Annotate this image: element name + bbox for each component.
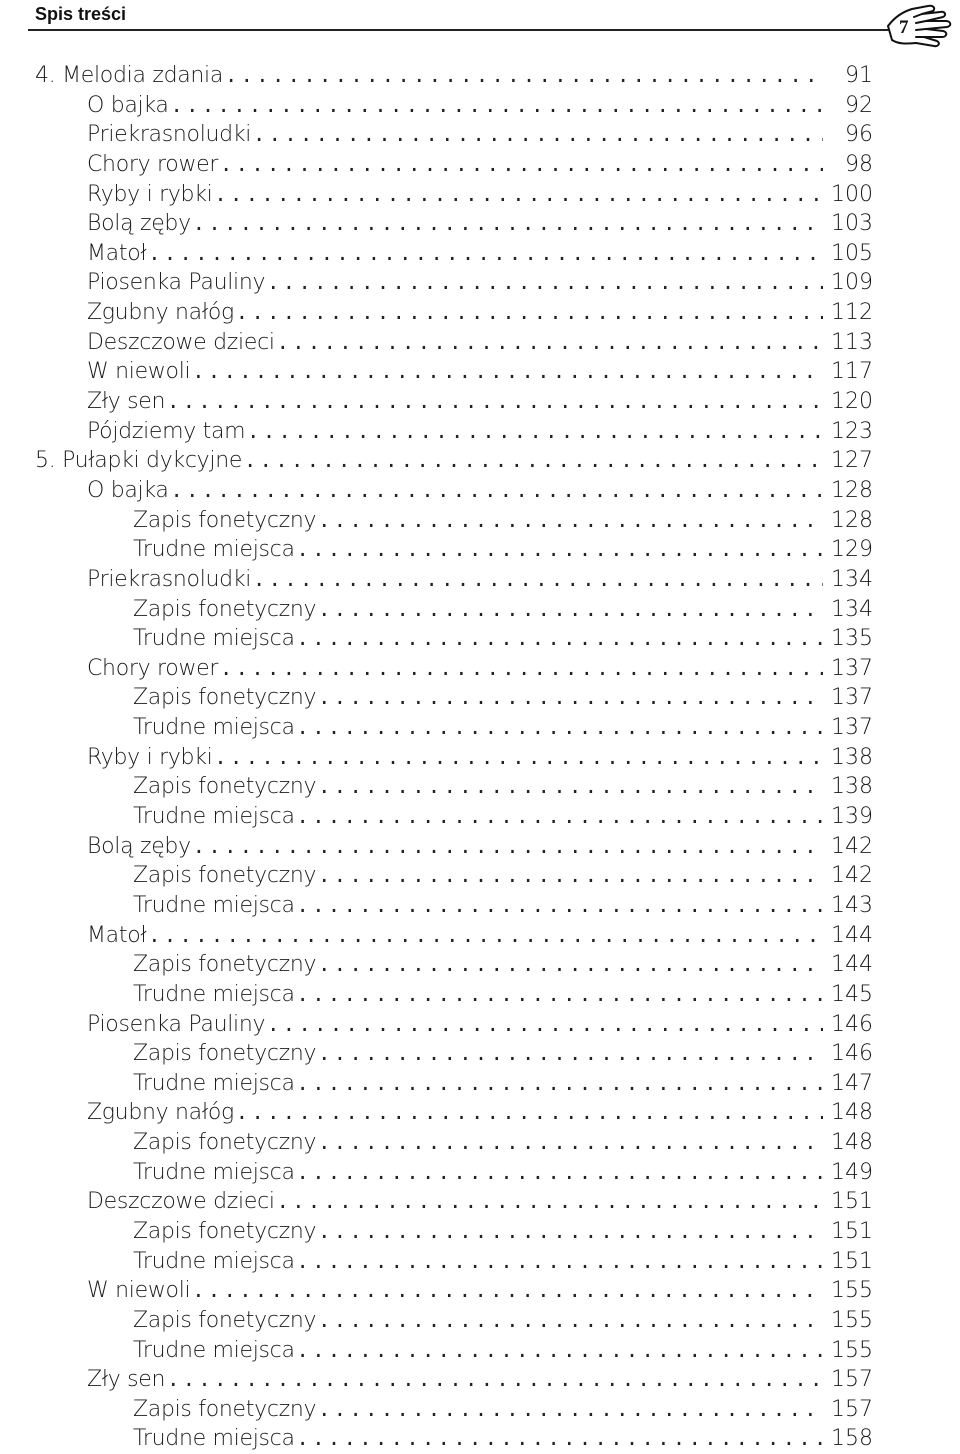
entry-title: Trudne miejsca bbox=[133, 981, 295, 1007]
entry-page-number: 138 bbox=[831, 744, 873, 770]
entry-title: Zapis fonetyczny bbox=[133, 1041, 317, 1067]
dot-leader bbox=[297, 535, 823, 565]
dot-leader bbox=[318, 861, 823, 891]
dot-leader bbox=[297, 1424, 823, 1454]
section-entry[interactable] bbox=[0, 1365, 960, 1395]
section-entry[interactable] bbox=[0, 150, 960, 180]
entry-title: Zgubny nałóg bbox=[87, 1100, 234, 1126]
dot-leader bbox=[171, 91, 823, 121]
section-entry[interactable] bbox=[0, 1098, 960, 1128]
entry-title: Chory rower bbox=[87, 655, 219, 681]
entry-page-number: 149 bbox=[831, 1159, 873, 1185]
entry-title: Trudne miejsca bbox=[133, 1337, 295, 1363]
subsection-entry[interactable] bbox=[0, 595, 960, 625]
entry-title: Chory rower bbox=[87, 151, 219, 177]
section-entry[interactable] bbox=[0, 209, 960, 239]
section-entry[interactable] bbox=[0, 565, 960, 595]
dot-leader bbox=[297, 1158, 823, 1188]
entry-page-number: 143 bbox=[831, 892, 873, 918]
entry-title: Priekrasnoludki bbox=[87, 566, 252, 592]
entry-page-number: 92 bbox=[845, 92, 873, 118]
entry-title: Zapis fonetyczny bbox=[133, 774, 317, 800]
dot-leader bbox=[318, 1128, 823, 1158]
entry-title: Deszczowe dzieci bbox=[87, 1189, 275, 1215]
entry-title: Zapis fonetyczny bbox=[133, 1130, 317, 1156]
subsection-entry[interactable] bbox=[0, 1247, 960, 1277]
subsection-entry[interactable] bbox=[0, 861, 960, 891]
entry-page-number: 134 bbox=[831, 596, 873, 622]
entry-title: Priekrasnoludki bbox=[87, 122, 252, 148]
dot-leader bbox=[214, 743, 823, 773]
section-entry[interactable] bbox=[0, 654, 960, 684]
entry-title: Trudne miejsca bbox=[133, 537, 295, 563]
entry-page-number: 142 bbox=[831, 863, 873, 889]
entry-page-number: 146 bbox=[831, 1041, 873, 1067]
entry-title: Zapis fonetyczny bbox=[133, 1307, 317, 1333]
entry-page-number: 137 bbox=[831, 715, 873, 741]
entry-title: Zapis fonetyczny bbox=[133, 685, 317, 711]
dot-leader bbox=[167, 1365, 823, 1395]
chapter-entry[interactable] bbox=[0, 61, 960, 91]
entry-page-number: 105 bbox=[831, 240, 873, 266]
dot-leader bbox=[267, 1010, 823, 1040]
entry-page-number: 103 bbox=[831, 211, 873, 237]
entry-page-number: 147 bbox=[831, 1070, 873, 1096]
subsection-entry[interactable] bbox=[0, 802, 960, 832]
entry-title: Bolą zęby bbox=[87, 211, 191, 237]
entry-page-number: 98 bbox=[845, 151, 873, 177]
entry-page-number: 155 bbox=[831, 1278, 873, 1304]
entry-page-number: 100 bbox=[831, 181, 873, 207]
entry-page-number: 144 bbox=[831, 922, 873, 948]
entry-title: Deszczowe dzieci bbox=[87, 329, 275, 355]
entry-page-number: 128 bbox=[831, 477, 873, 503]
section-entry[interactable] bbox=[0, 328, 960, 358]
table-of-contents bbox=[0, 61, 960, 1454]
entry-title: Matoł bbox=[87, 922, 147, 948]
subsection-entry[interactable] bbox=[0, 772, 960, 802]
entry-title: 5. Pułapki dykcyjne bbox=[35, 448, 243, 474]
dot-leader bbox=[277, 1187, 823, 1217]
dot-leader bbox=[244, 446, 823, 476]
entry-page-number: 151 bbox=[831, 1248, 873, 1274]
section-entry[interactable] bbox=[0, 387, 960, 417]
dot-leader bbox=[220, 150, 823, 180]
dot-leader bbox=[318, 1395, 823, 1425]
entry-page-number: 120 bbox=[831, 389, 873, 415]
section-entry[interactable] bbox=[0, 743, 960, 773]
entry-page-number: 137 bbox=[831, 685, 873, 711]
subsection-entry[interactable] bbox=[0, 624, 960, 654]
entry-title: Trudne miejsca bbox=[133, 715, 295, 741]
entry-page-number: 155 bbox=[831, 1307, 873, 1333]
subsection-entry[interactable] bbox=[0, 1217, 960, 1247]
entry-page-number: 129 bbox=[831, 537, 873, 563]
section-entry[interactable] bbox=[0, 832, 960, 862]
entry-page-number: 134 bbox=[831, 566, 873, 592]
subsection-entry[interactable] bbox=[0, 683, 960, 713]
entry-page-number: 144 bbox=[831, 952, 873, 978]
entry-page-number: 135 bbox=[831, 626, 873, 652]
entry-title: Zapis fonetyczny bbox=[133, 952, 317, 978]
dot-leader bbox=[318, 595, 823, 625]
entry-page-number: 155 bbox=[831, 1337, 873, 1363]
dot-leader bbox=[297, 980, 823, 1010]
section-entry[interactable] bbox=[0, 1187, 960, 1217]
entry-title: Trudne miejsca bbox=[133, 1159, 295, 1185]
dot-leader bbox=[247, 417, 823, 447]
dot-leader bbox=[192, 357, 823, 387]
entry-title: Zły sen bbox=[87, 389, 166, 415]
dot-leader bbox=[297, 891, 823, 921]
subsection-entry[interactable] bbox=[0, 1128, 960, 1158]
entry-page-number: 112 bbox=[831, 300, 873, 326]
entry-page-number: 151 bbox=[831, 1218, 873, 1244]
entry-title: O bajka bbox=[87, 477, 169, 503]
section-entry[interactable] bbox=[0, 91, 960, 121]
dot-leader bbox=[225, 61, 823, 91]
section-entry[interactable] bbox=[0, 1276, 960, 1306]
dot-leader bbox=[214, 180, 823, 210]
dot-leader bbox=[297, 713, 823, 743]
entry-title: Ryby i rybki bbox=[87, 181, 213, 207]
entry-title: Zapis fonetyczny bbox=[133, 596, 317, 622]
section-entry[interactable] bbox=[0, 476, 960, 506]
entry-title: Piosenka Pauliny bbox=[87, 270, 266, 296]
chapter-entry[interactable] bbox=[0, 446, 960, 476]
entry-title: Trudne miejsca bbox=[133, 626, 295, 652]
subsection-entry[interactable] bbox=[0, 950, 960, 980]
entry-title: Matoł bbox=[87, 240, 147, 266]
entry-title: Zły sen bbox=[87, 1367, 166, 1393]
dot-leader bbox=[171, 476, 823, 506]
dot-leader bbox=[318, 1306, 823, 1336]
dot-leader bbox=[193, 209, 823, 239]
dot-leader bbox=[318, 506, 823, 536]
entry-title: Trudne miejsca bbox=[133, 892, 295, 918]
entry-page-number: 139 bbox=[831, 804, 873, 830]
subsection-entry[interactable] bbox=[0, 980, 960, 1010]
entry-page-number: 142 bbox=[831, 833, 873, 859]
subsection-entry[interactable] bbox=[0, 1069, 960, 1099]
entry-title: Zapis fonetyczny bbox=[133, 507, 317, 533]
entry-title: O bajka bbox=[87, 92, 169, 118]
dot-leader bbox=[193, 832, 823, 862]
dot-leader bbox=[253, 565, 823, 595]
entry-page-number: 91 bbox=[845, 63, 873, 88]
dot-leader bbox=[297, 1247, 823, 1277]
dot-leader bbox=[192, 1276, 823, 1306]
entry-title: W niewoli bbox=[87, 359, 191, 385]
entry-page-number: 157 bbox=[831, 1367, 873, 1393]
dot-leader bbox=[148, 239, 823, 269]
dot-leader bbox=[297, 1336, 823, 1366]
dot-leader bbox=[236, 1098, 823, 1128]
entry-page-number: 138 bbox=[831, 774, 873, 800]
subsection-entry[interactable] bbox=[0, 1395, 960, 1425]
subsection-entry[interactable] bbox=[0, 506, 960, 536]
page-number: 7 bbox=[899, 17, 909, 38]
running-header-title: Spis treści bbox=[35, 4, 127, 24]
entry-page-number: 96 bbox=[845, 122, 873, 148]
section-entry[interactable] bbox=[0, 120, 960, 150]
dot-leader bbox=[267, 268, 823, 298]
subsection-entry[interactable] bbox=[0, 1424, 960, 1454]
dot-leader bbox=[253, 120, 823, 150]
entry-page-number: 151 bbox=[831, 1189, 873, 1215]
entry-title: Trudne miejsca bbox=[133, 804, 295, 830]
subsection-entry[interactable] bbox=[0, 1336, 960, 1366]
entry-page-number: 146 bbox=[831, 1011, 873, 1037]
subsection-entry[interactable] bbox=[0, 1039, 960, 1069]
entry-title: Zapis fonetyczny bbox=[133, 1396, 317, 1422]
page-header bbox=[0, 0, 960, 38]
entry-title: Zapis fonetyczny bbox=[133, 863, 317, 889]
subsection-entry[interactable] bbox=[0, 713, 960, 743]
section-entry[interactable] bbox=[0, 180, 960, 210]
entry-title: Trudne miejsca bbox=[133, 1426, 295, 1452]
section-entry[interactable] bbox=[0, 268, 960, 298]
entry-title: Pójdziemy tam bbox=[87, 418, 246, 444]
section-entry[interactable] bbox=[0, 1010, 960, 1040]
entry-page-number: 113 bbox=[831, 329, 873, 355]
dot-leader bbox=[318, 1039, 823, 1069]
subsection-entry[interactable] bbox=[0, 535, 960, 565]
entry-title: Zapis fonetyczny bbox=[133, 1218, 317, 1244]
entry-page-number: 109 bbox=[831, 270, 873, 296]
section-entry[interactable] bbox=[0, 239, 960, 269]
dot-leader bbox=[318, 683, 823, 713]
entry-page-number: 157 bbox=[831, 1396, 873, 1422]
subsection-entry[interactable] bbox=[0, 1306, 960, 1336]
entry-title: Bolą zęby bbox=[87, 833, 191, 859]
entry-page-number: 148 bbox=[831, 1100, 873, 1126]
section-entry[interactable] bbox=[0, 298, 960, 328]
entry-title: Piosenka Pauliny bbox=[87, 1011, 266, 1037]
dot-leader bbox=[318, 772, 823, 802]
entry-page-number: 123 bbox=[831, 418, 873, 444]
entry-title: W niewoli bbox=[87, 1278, 191, 1304]
entry-page-number: 127 bbox=[831, 448, 873, 474]
section-entry[interactable] bbox=[0, 357, 960, 387]
section-entry[interactable] bbox=[0, 417, 960, 447]
header-rule bbox=[28, 29, 898, 31]
hand-page-number-icon bbox=[880, 0, 960, 58]
dot-leader bbox=[277, 328, 823, 358]
entry-page-number: 158 bbox=[831, 1426, 873, 1452]
section-entry[interactable] bbox=[0, 921, 960, 951]
entry-page-number: 117 bbox=[831, 359, 873, 385]
entry-title: Ryby i rybki bbox=[87, 744, 213, 770]
dot-leader bbox=[167, 387, 823, 417]
dot-leader bbox=[148, 921, 823, 951]
subsection-entry[interactable] bbox=[0, 1158, 960, 1188]
dot-leader bbox=[236, 298, 823, 328]
dot-leader bbox=[297, 624, 823, 654]
entry-page-number: 137 bbox=[831, 655, 873, 681]
entry-page-number: 148 bbox=[831, 1130, 873, 1156]
entry-title: Trudne miejsca bbox=[133, 1070, 295, 1096]
dot-leader bbox=[220, 654, 823, 684]
dot-leader bbox=[297, 802, 823, 832]
subsection-entry[interactable] bbox=[0, 891, 960, 921]
entry-title: Trudne miejsca bbox=[133, 1248, 295, 1274]
dot-leader bbox=[297, 1069, 823, 1099]
entry-title: Zgubny nałóg bbox=[87, 300, 234, 326]
entry-title: 4. Melodia zdania bbox=[35, 63, 224, 88]
entry-page-number: 145 bbox=[831, 981, 873, 1007]
dot-leader bbox=[318, 950, 823, 980]
dot-leader bbox=[318, 1217, 823, 1247]
entry-page-number: 128 bbox=[831, 507, 873, 533]
